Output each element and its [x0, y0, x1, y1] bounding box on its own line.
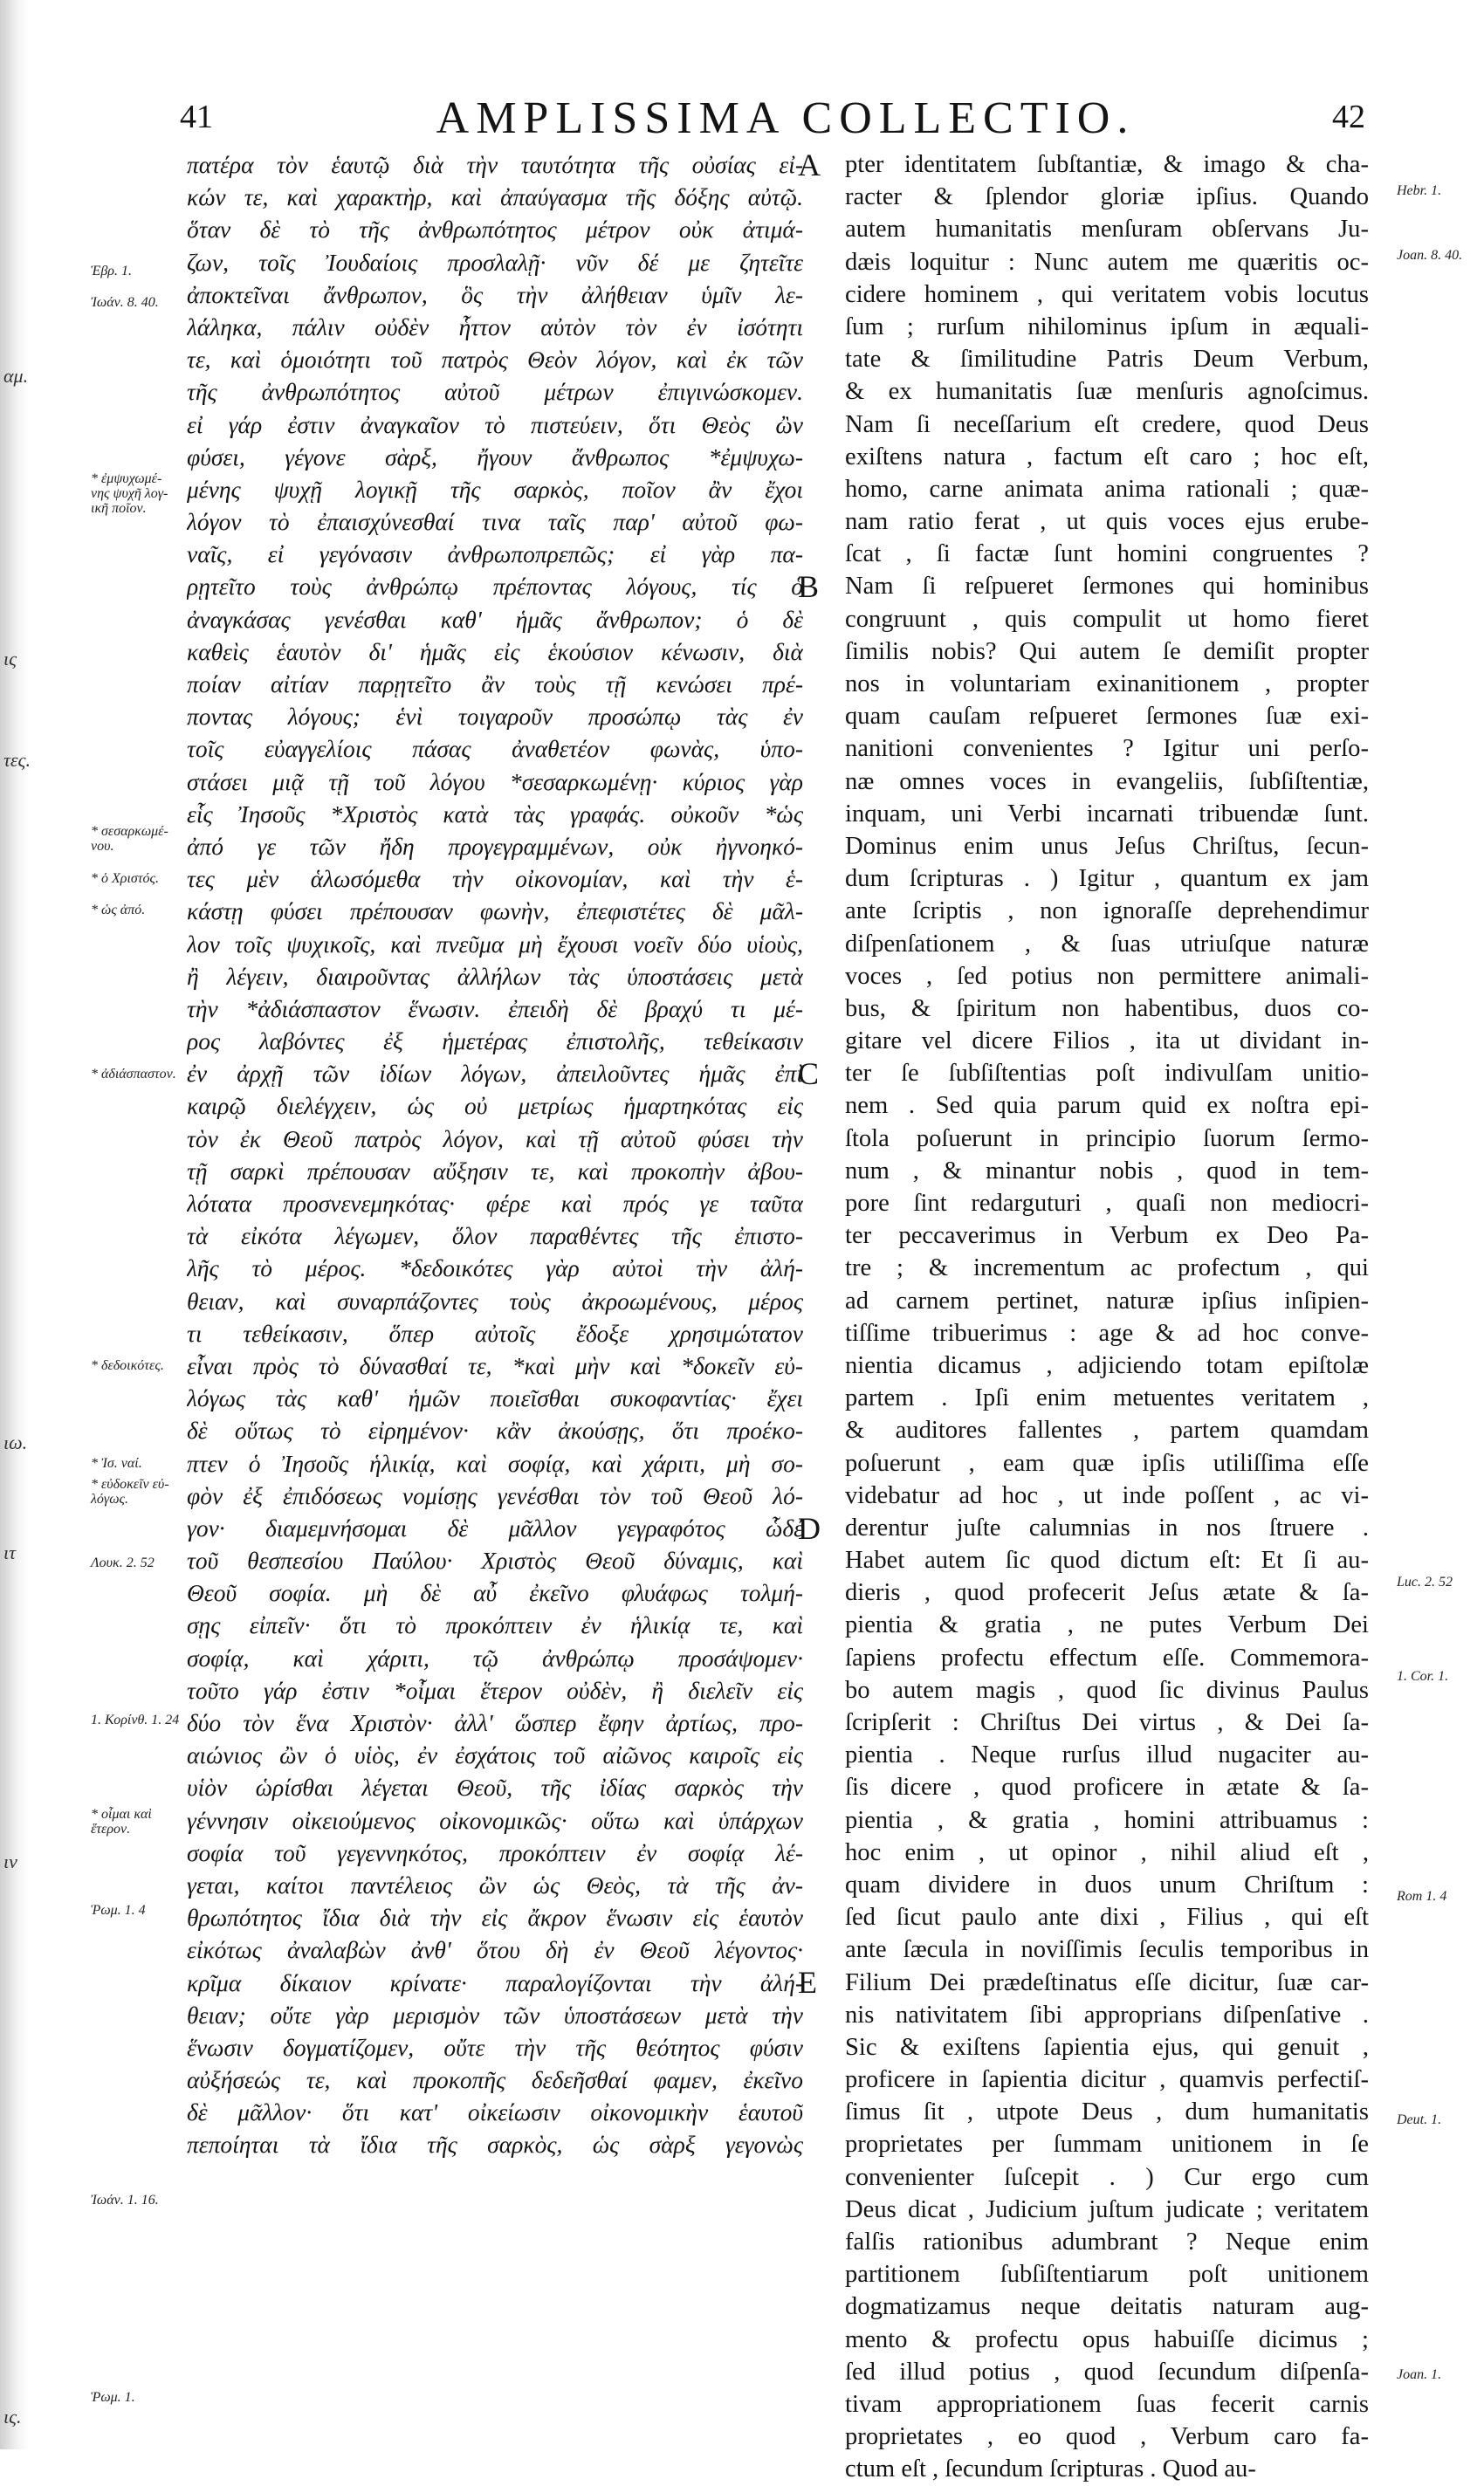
- latin-text-line: nientia dicamus , adjiciendo totam epiſtolæ: [845, 1351, 1369, 1379]
- latin-text-line: quam dividere in duos unum Chriſtum :: [845, 1871, 1369, 1899]
- greek-text-line: αιώνιος ὢν ὁ υἱὸς, ἐν ἐσχάτοις τοῦ αἰῶνος καιροῖς εἰς: [187, 1741, 803, 1769]
- greek-text-line: ζων, τοῖς Ἰουδαίοις προσλαλῇ· νῦν δέ με ζητεῖτε: [187, 248, 803, 276]
- latin-text-line: partitionem ſubſiſtentiarum poſt unitionem: [845, 2261, 1369, 2289]
- running-title: AMPLISSIMA COLLECTIO.: [436, 93, 1136, 143]
- greek-text-line: δὲ οὕτως τὸ εἰρημένον· κἂν ἀκούσῃς, ὅτι προέκο-: [187, 1417, 803, 1445]
- greek-text-line: σοφίᾳ, καὶ χάριτι, τῷ ἀνθρώπῳ προσάψομεν·: [187, 1644, 803, 1672]
- latin-text-line: pientia . Neque rurſus illud nugaciter au-: [845, 1741, 1369, 1769]
- section-letter-c: C: [798, 1056, 820, 1091]
- latin-text-line: Dominus enim unus Jeſus Chriſtus, ſecun-: [845, 832, 1369, 860]
- greek-text-line: ἀναγκάσας γενέσθαι καθ' ἡμᾶς ἄνθρωπον; ὁ δὲ: [187, 605, 803, 633]
- latin-text-line: ſimus ſit , utpote Deus , dum humanitatis: [845, 2098, 1369, 2126]
- greek-text-line: καθεὶς ἑαυτὸν δι' ἡμᾶς εἰς ἑκούσιον κένωσιν, διὰ: [187, 637, 803, 665]
- greek-text-line: ἢ λέγειν, διαιροῦντας ἀλλήλων τὰς ὑποστάσεις μετὰ: [187, 962, 803, 990]
- latin-text-line: & auditores fallentes , partem quamdam: [845, 1417, 1369, 1445]
- margin-note-latin: 1. Cor. 1.: [1397, 1669, 1449, 1684]
- greek-text-line: λῆς τὸ μέρος. *δεδοικότες γὰρ αὐτοὶ τὴν ἀλή-: [187, 1254, 803, 1282]
- greek-text-line: τοῖς εὐαγγελίοις πάσας ἀναθετέον φωνὰς, ὑπο-: [187, 735, 803, 763]
- greek-text-line: κάστῃ φύσει πρέπουσαν φωνὴν, ἐπεφιστέτες δὲ μᾶλ-: [187, 897, 803, 925]
- latin-text-line: voces , ſed potius non permittere animali-: [845, 962, 1369, 990]
- latin-text-line: pientia , & gratia , homini attribuamus :: [845, 1806, 1369, 1834]
- greek-text-line: μένης ψυχῇ λογικῇ τῆς σαρκὸς, ποῖον ἂν ἔχοι: [187, 475, 803, 503]
- greek-text-line: ποντας λόγους; ἑνὶ τοιγαροῦν προσώπῳ τὰς ἐν: [187, 703, 803, 731]
- greek-text-line: αὐξήσεώς τε, καὶ προκοπῆς δεδεῆσθαί φαμεν, ἐκεῖνο: [187, 2066, 803, 2094]
- latin-text-column: [845, 148, 1369, 2486]
- greek-text-line: τῆς ἀνθρωπότητος αὐτοῦ μέτρων ἐπιγινώσκομεν.: [187, 378, 803, 406]
- latin-text-line: ſed illud potius , quod ſecundum diſpenſa-: [845, 2358, 1369, 2386]
- greek-text-column: [187, 148, 803, 2161]
- margin-note-latin: Joan. 1.: [1397, 2367, 1442, 2382]
- greek-text-line: καιρῷ διελέγχειν, ὡς οὐ μετρίως ἡμαρτηκότας εἰς: [187, 1092, 803, 1120]
- latin-text-line: Nam ſi reſpueret ſermones qui hominibus: [845, 573, 1369, 601]
- greek-text-line: λότατα προσνενεμηκότας· φέρε καὶ πρός γε ταῦτα: [187, 1190, 803, 1217]
- greek-text-line: σοφία τοῦ γεγεννηκότος, προκόπτειν ἐν σοφίᾳ λέ-: [187, 1838, 803, 1866]
- latin-text-line: ſis dicere , quod proficere in ætate & ſa-: [845, 1774, 1369, 1802]
- latin-text-line: ante ſcriptis , non ignoraſſe deprehendimur: [845, 897, 1369, 925]
- latin-text-line: homo, carne animata anima rationali ; quæ-: [845, 475, 1369, 503]
- latin-text-line: pore ſint redarguturi , quaſi non mediocri-: [845, 1190, 1369, 1217]
- latin-text-line: num , & minantur nobis , quod in tem-: [845, 1157, 1369, 1185]
- latin-text-line: ſimilis nobis? Qui autem ſe demiſit propter: [845, 637, 1369, 665]
- latin-text-line: inquam, uni Verbi incarnati tribuendæ ſunt.: [845, 800, 1369, 828]
- latin-text-line: partem . Ipſi enim metuentes veritatem ,: [845, 1384, 1369, 1412]
- greek-text-line: γεται, καίτοι παντέλειος ὢν ὡς Θεὸς, τὰ τῆς ἀν-: [187, 1871, 803, 1899]
- latin-text-line: dieris , quod profecerit Jeſus ætate & ſa-: [845, 1579, 1369, 1607]
- greek-text-line: λάληκα, πάλιν οὐδὲν ἧττον αὐτὸν τὸν ἐν ἰσότητι: [187, 312, 803, 340]
- latin-text-line: ter ſe ſubſiſtentias poſt indivulſam unitio-: [845, 1060, 1369, 1088]
- greek-text-line: ἀπό γε τῶν ἤδη προγεγραμμένων, οὐκ ἠγνοηκό-: [187, 832, 803, 860]
- gutter-fragment: ις: [3, 648, 17, 670]
- latin-text-line: & ex humanitatis ſuæ menſuris agnoſcimus.: [845, 378, 1369, 406]
- margin-note-greek: * εὐδοκεῖν εὐ- λόγως.: [91, 1477, 169, 1507]
- margin-note-latin: Rom 1. 4: [1397, 1889, 1447, 1904]
- greek-text-line: τὸν ἐκ Θεοῦ πατρὸς λόγον, καὶ τῇ αὐτοῦ φύσει τὴν: [187, 1124, 803, 1152]
- greek-text-line: δὲ μᾶλλον· ὅτι κατ' οἰκείωσιν οἰκονομικὴν ἑαυτοῦ: [187, 2098, 803, 2126]
- margin-note-greek: * ὁ Χριστός.: [91, 871, 160, 886]
- latin-text-line: Nam ſi neceſſarium eſt credere, quod Deus: [845, 410, 1369, 438]
- margin-note-greek: * οἶμαι καὶ ἕτερον.: [91, 1807, 152, 1837]
- latin-text-line: ſapiens profectu effectum eſſe. Commemora-: [845, 1644, 1369, 1672]
- margin-note-greek: Ῥωμ. 1.: [91, 2390, 135, 2405]
- greek-text-line: εἰκότως ἀναλαβὼν ἀνθ' ὅτου δὴ ἐν Θεοῦ λέγοντος·: [187, 1936, 803, 1964]
- latin-text-line: hoc enim , ut opinor , nihil aliud eſt ,: [845, 1838, 1369, 1866]
- latin-text-line: ctum eſt , ſecundum ſcripturas . Quod au-: [845, 2455, 1256, 2483]
- binding-gutter: [0, 0, 30, 2449]
- latin-text-line: derentur juſte calumnias in nos ſtruere .: [845, 1514, 1369, 1542]
- latin-text-line: convenienter ſuſcepit . ) Cur ergo cum: [845, 2163, 1369, 2191]
- greek-text-line: φὸν ἐξ ἐπιδόσεως νομίσῃς γενέσθαι τὸν τοῦ Θεοῦ λό-: [187, 1481, 803, 1509]
- latin-text-line: gitare vel dicere Filios , ita ut dividant in-: [845, 1027, 1369, 1055]
- greek-text-line: πτεν ὁ Ἰησοῦς ἡλικίᾳ, καὶ σοφίᾳ, καὶ χάριτι, μὴ σο-: [187, 1449, 803, 1477]
- greek-text-line: γέννησιν οἰκειούμενος οἰκονομικῶς· οὕτω καὶ ὑπάρχων: [187, 1806, 803, 1834]
- greek-text-line: τοῦτο γάρ ἐστιν *οἶμαι ἕτερον οὐδὲν, ἢ διελεῖν εἰς: [187, 1676, 803, 1704]
- latin-text-line: proprietates per ſummam unitionem in ſe: [845, 2131, 1369, 2159]
- greek-text-line: κρῖμα δίκαιον κρίνατε· παραλογίζονται τὴν ἀλή-: [187, 1968, 803, 1996]
- latin-text-line: Habet autem ſic quod dictum eſt: Et ſi au-: [845, 1547, 1369, 1575]
- latin-text-line: congruunt , quis compulit ut homo fieret: [845, 605, 1369, 633]
- greek-text-line: δύο τὸν ἕνα Χριστὸν· ἀλλ' ὥσπερ ἔφην ἀρτίως, προ-: [187, 1709, 803, 1736]
- margin-note-greek: * ὡς ἀπό.: [91, 903, 146, 917]
- latin-text-line: tre ; & incrementum ac profectum , qui: [845, 1254, 1369, 1282]
- section-letter-d: D: [798, 1511, 821, 1546]
- latin-text-line: bus, & ſpiritum non habentibus, duos co-: [845, 994, 1369, 1022]
- greek-text-line: γον· διαμεμνήσομαι δὲ μᾶλλον γεγραφότος ὧδέ: [187, 1514, 803, 1542]
- latin-text-line: nis nativitatem ſibi approprians diſpenſative .: [845, 2001, 1369, 2029]
- page-number-right: 42: [1332, 99, 1365, 135]
- latin-text-line: tivam appropriationem ſuas fecerit carnis: [845, 2390, 1369, 2418]
- latin-text-line: dum ſcripturas . ) Igitur , quantum ex jam: [845, 865, 1369, 893]
- margin-note-greek: * Ἰσ. ναί.: [91, 1456, 142, 1471]
- greek-text-line: Θεοῦ σοφία. μὴ δὲ αὖ ἐκεῖνο φλυάφως τολμή-: [187, 1579, 803, 1607]
- margin-note-greek: Λουκ. 2. 52: [91, 1555, 155, 1570]
- margin-note-greek: Ῥωμ. 1. 4: [91, 1903, 146, 1918]
- latin-text-line: ſcripſerit : Chriſtus Dei virtus , & Dei ſa-: [845, 1709, 1369, 1736]
- latin-text-line: tiſſime tribuerimus : age & ad hoc conve-: [845, 1319, 1369, 1347]
- margin-note-greek: Ἰωάν. 1. 16.: [91, 2193, 159, 2208]
- margin-note-greek: Ἰωάν. 8. 40.: [91, 295, 159, 310]
- greek-text-line: θειαν, καὶ συναρπάζοντες τοὺς ἀκροωμένους, μέρος: [187, 1287, 803, 1315]
- greek-text-line: κών τε, καὶ χαρακτὴρ, καὶ ἀπαύγασμα τῆς δόξης αὐτῷ.: [187, 183, 803, 211]
- latin-text-line: poſuerunt , eam quæ ipſis utiliſſima eſſe: [845, 1449, 1369, 1477]
- greek-text-line: τε, καὶ ὁμοιότητι τοῦ πατρὸς Θεὸν λόγον, καὶ ἐκ τῶν: [187, 346, 803, 374]
- greek-text-line: εἶναι πρὸς τὸ δύνασθαί τε, *καὶ μὴν καὶ *δοκεῖν εὐ-: [187, 1351, 803, 1379]
- gutter-fragment: ιν: [3, 1851, 17, 1872]
- latin-text-line: proficere in ſapientia dicitur , quamvis perfectiſ-: [845, 2066, 1369, 2094]
- latin-text-line: ter peccaverimus in Verbum ex Deo Pa-: [845, 1222, 1369, 1250]
- latin-text-line: næ omnes voces in evangeliis, ſubſiſtentiæ,: [845, 767, 1369, 795]
- greek-text-line: θρωπότητος ἴδια διὰ τὴν εἰς ἄκρον ἕνωσιν εἰς ἑαυτὸν: [187, 1904, 803, 1932]
- latin-text-line: Deus dicat , Judicium juſtum judicate ; veritatem: [845, 2195, 1369, 2223]
- latin-text-line: nam ratio ferat , ut quis voces ejus erube-: [845, 508, 1369, 536]
- greek-text-line: υἱὸν ὡρίσθαι λέγεται Θεοῦ, τῆς ἰδίας σαρκὸς τὴν: [187, 1774, 803, 1802]
- latin-text-line: nem . Sed quia parum quid ex noſtra epi-: [845, 1092, 1369, 1120]
- margin-note-greek: * ἐμψυχωμέ- νης ψυχῆ λογ- ικῆ ποῖον.: [91, 471, 168, 516]
- greek-text-line: θειαν; οὔτε γὰρ μερισμὸν τῶν ὑποστάσεων μετὰ τὴν: [187, 2001, 803, 2029]
- latin-text-line: ante ſæcula in noviſſimis ſeculis temporibus in: [845, 1936, 1369, 1964]
- latin-text-line: ſcat , ſi factæ ſunt homini congruentes ?: [845, 540, 1369, 568]
- gutter-fragment: ις.: [3, 2406, 22, 2428]
- greek-text-line: εἷς Ἰησοῦς *Χριστὸς κατὰ τὰς γραφάς. οὐκοῦν *ὡς: [187, 800, 803, 828]
- greek-text-line: εἰ γάρ ἐστιν ἀναγκαῖον τὸ πιστεύειν, ὅτι Θεὸς ὢν: [187, 410, 803, 438]
- latin-text-line: ſed ſicut paulo ante dixi , Filius , qui eſt: [845, 1904, 1369, 1932]
- page-number-left: 41: [180, 99, 213, 135]
- greek-text-line: ἀποκτεῖναι ἄνθρωπον, ὃς τὴν ἀλήθειαν ὑμῖν λε-: [187, 280, 803, 308]
- margin-note-greek: * σεσαρκωμέ- νου.: [91, 824, 168, 854]
- greek-text-line: τι τεθείκασιν, ὅπερ αὐτοῖς ἔδοξε χρησιμώτατον: [187, 1319, 803, 1347]
- gutter-fragment: τες.: [3, 749, 31, 771]
- margin-note-latin: Luc. 2. 52: [1397, 1575, 1453, 1590]
- latin-text-line: autem humanitatis menſuram obſervans Ju-: [845, 216, 1369, 244]
- latin-text-line: ad carnem pertinet, naturæ ipſius inſipien-: [845, 1287, 1369, 1315]
- latin-text-line: pter identitatem ſubſtantiæ, & imago & cha-: [845, 151, 1369, 178]
- greek-text-line: τοῦ θεσπεσίου Παύλου· Χριστὸς Θεοῦ δύναμις, καὶ: [187, 1547, 803, 1575]
- gutter-fragment: ιτ: [3, 1542, 16, 1563]
- section-letter-b: B: [798, 569, 820, 604]
- gutter-fragment: αμ.: [3, 365, 29, 387]
- greek-text-line: φύσει, γέγονε σὰρξ, ἤγουν ἄνθρωπος *ἐμψυχω-: [187, 443, 803, 470]
- greek-text-line: πατέρα τὸν ἑαυτῷ διὰ τὴν ταυτότητα τῆς οὐσίας εἰ-: [187, 151, 803, 178]
- latin-text-line: pientia & gratia , ne putes Verbum Dei: [845, 1611, 1369, 1639]
- greek-text-line: τες μὲν ἁλωσόμεθα τὴν οἰκονομίαν, καὶ τὴν ἑ-: [187, 865, 803, 893]
- latin-text-line: dæis loquitur : Nunc autem me quæritis oc-: [845, 248, 1369, 276]
- greek-text-line: τῇ σαρκὶ πρέπουσαν αὔξησιν τε, καὶ προκοπὴν ἀβου-: [187, 1157, 803, 1185]
- margin-note-greek: 1. Κορίνθ. 1. 24: [91, 1713, 180, 1727]
- latin-text-line: mento & profectu opus habuiſſe dicimus ;: [845, 2325, 1369, 2353]
- latin-text-line: exiſtens natura , factum eſt caro ; hoc eſt,: [845, 443, 1369, 470]
- greek-text-line: πεποίηται τὰ ἴδια τῆς σαρκὸς, ὡς σὰρξ γεγονὼς: [187, 2131, 803, 2159]
- greek-text-line: ἕνωσιν δογματίζομεν, οὔτε τὴν τῆς θεότητος φύσιν: [187, 2033, 803, 2061]
- section-letter-a: A: [798, 148, 821, 182]
- latin-text-line: dogmatizamus neque deitatis naturam aug-: [845, 2293, 1369, 2321]
- greek-text-line: λον τοῖς ψυχικοῖς, καὶ πνεῦμα μὴ ἔχουσι νοεῖν δύο υἱοὺς,: [187, 930, 803, 958]
- greek-text-line: λόγως τὰς καθ' ἡμῶν ποιεῖσθαι συκοφαντίας· ἔχει: [187, 1384, 803, 1412]
- latin-text-line: cidere hominem , qui veritatem vobis locutus: [845, 280, 1369, 308]
- page-header: [0, 87, 1484, 143]
- greek-text-line: στάσει μιᾷ τῇ τοῦ λόγου *σεσαρκωμένῃ· κύριος γὰρ: [187, 767, 803, 795]
- margin-note-latin: Joan. 8. 40.: [1397, 248, 1463, 263]
- section-letter-e: E: [798, 1965, 817, 2000]
- latin-text-line: racter & ſplendor gloriæ ipſius. Quando: [845, 183, 1369, 211]
- margin-note-latin: Hebr. 1.: [1397, 183, 1442, 198]
- margin-note-latin: Deut. 1.: [1397, 2112, 1442, 2127]
- greek-text-line: ποίαν αἰτίαν παρῃτεῖτο ἂν τοὺς τῇ κενώσει πρέ-: [187, 670, 803, 697]
- gutter-fragment: ιω.: [3, 1432, 28, 1453]
- latin-text-line: quam cauſam reſpueret ſermones ſuæ exi-: [845, 703, 1369, 731]
- latin-text-line: Filium Dei prædeſtinatus eſſe dicitur, ſuæ car-: [845, 1968, 1369, 1996]
- latin-text-line: nanitioni convenientes ? Igitur uni perſo-: [845, 735, 1369, 763]
- latin-text-line: bo autem magis , quod ſic divinus Paulus: [845, 1676, 1369, 1704]
- greek-text-line: ρος λαβόντες ἐξ ἡμετέρας ἐπιστολῆς, τεθείκασιν: [187, 1027, 803, 1055]
- margin-note-greek: * δεδοικότες.: [91, 1358, 164, 1373]
- latin-text-line: diſpenſationem , & ſuas utriuſque naturæ: [845, 930, 1369, 958]
- greek-text-line: ἐν ἀρχῇ τῶν ἰδίων λόγων, ἀπειλοῦντες ἡμᾶς ἐπὶ: [187, 1060, 803, 1088]
- margin-note-greek: Ἑβρ. 1.: [91, 264, 132, 278]
- latin-text-line: falſis rationibus adumbrant ? Neque enim: [845, 2228, 1369, 2256]
- greek-text-line: ρῃτεῖτο τοὺς ἀνθρώπῳ πρέποντας λόγους, τίς ὁ: [187, 573, 803, 601]
- latin-text-line: ſtola poſuerunt in principio ſuorum ſermo-: [845, 1124, 1369, 1152]
- latin-text-line: ſum ; rurſum nihilominus ipſum in æquali-: [845, 312, 1369, 340]
- latin-text-line: proprietates , eo quod , Verbum caro fa-: [845, 2423, 1369, 2451]
- latin-text-line: nos in voluntariam exinanitionem , propter: [845, 670, 1369, 697]
- margin-note-greek: * ἀδιάσπαστον.: [91, 1067, 176, 1082]
- latin-text-line: tate & ſimilitudine Patris Deum Verbum,: [845, 346, 1369, 374]
- greek-text-line: ὅταν δὲ τὸ τῆς ἀνθρωπότητος μέτρον οὐκ ἀτιμά-: [187, 216, 803, 244]
- greek-text-line: τὰ εἰκότα λέγωμεν, ὅλον παραθέντες τῆς ἐπιστο-: [187, 1222, 803, 1250]
- latin-text-line: Sic & exiſtens ſapientia ejus, qui genuit ,: [845, 2033, 1369, 2061]
- latin-text-line: videbatur ad hoc , ut inde poſſent , ac vi-: [845, 1481, 1369, 1509]
- greek-text-line: ναῖς, εἰ γεγόνασιν ἀνθρωποπρεπῶς; εἰ γὰρ πα-: [187, 540, 803, 568]
- greek-text-line: τὴν *ἀδιάσπαστον ἕνωσιν. ἐπειδὴ δὲ βραχύ τι μέ-: [187, 994, 803, 1022]
- greek-text-line: σῃς εἰπεῖν· ὅτι τὸ προκόπτειν ἐν ἡλικίᾳ τε, καὶ: [187, 1611, 803, 1639]
- greek-text-line: λόγον τὸ ἐπαισχύνεσθαί τινα ταῖς παρ' αὐτοῦ φω-: [187, 508, 803, 536]
